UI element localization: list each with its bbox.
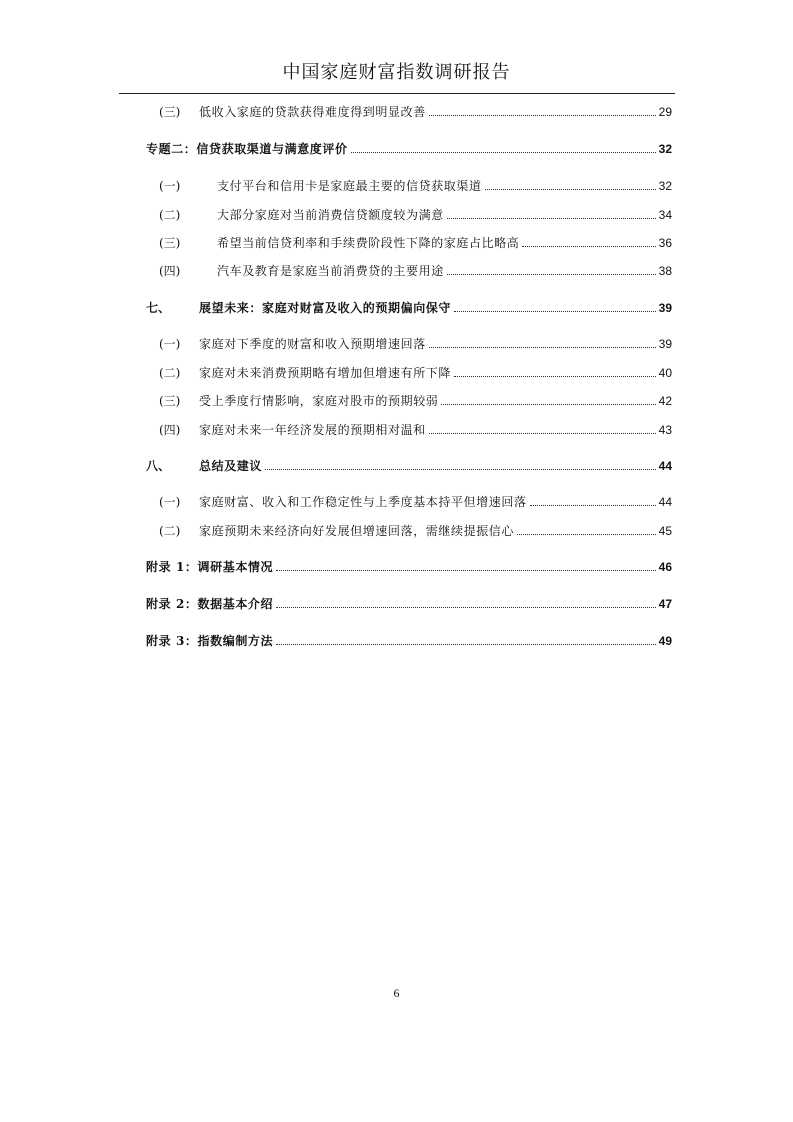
toc-entry-title: 家庭财富、收入和工作稳定性与上季度基本持平但增速回落 [199,495,527,509]
toc-entry-page: 34 [658,208,672,222]
toc-entry-page: 29 [658,105,672,119]
toc-entry-number: (一) [159,495,181,509]
toc-entry-title: 家庭对下季度的财富和收入预期增速回落 [199,337,426,351]
toc-entry-title: 家庭对未来消费预期略有增加但增速有所下降 [199,366,452,380]
toc-entry-page: 36 [658,236,672,250]
dot-leader [530,505,656,506]
dot-leader [429,347,656,348]
toc-entry[interactable] [159,232,672,250]
toc-entry[interactable] [146,455,672,473]
toc-entry-title: 家庭预期未来经济向好发展但增速回落，需继续提振信心 [199,524,515,538]
toc-entry-title: 大部分家庭对当前消费信贷额度较为满意 [217,208,444,222]
toc-entry-page: 49 [658,634,672,648]
toc-entry-title: 专题二：信贷获取渠道与满意度评价 [146,142,348,156]
toc-entry[interactable] [159,419,672,437]
dot-leader [429,115,656,116]
dot-leader [351,152,656,153]
toc-entry-number: (四) [159,423,181,437]
toc-entry[interactable] [146,138,672,156]
toc-entry[interactable] [159,520,672,538]
dot-leader [276,644,656,645]
running-header-title: 中国家庭财富指数调研报告 [282,62,511,83]
toc-entry-page: 44 [658,495,672,509]
toc-entry-number: (二) [159,208,181,222]
dot-leader [454,311,656,312]
toc-entry-title: 希望当前信贷利率和手续费阶段性下降的家庭占比略高 [217,236,520,250]
page-number: 6 [393,986,400,1000]
dot-leader [276,607,656,608]
toc-entry-title: 展望未来：家庭对财富及收入的预期偏向保守 [199,301,452,315]
toc-entry-number: (二) [159,366,181,380]
toc-entry-title: 家庭对未来一年经济发展的预期相对温和 [199,423,426,437]
dot-leader [522,246,655,247]
toc-entry-page: 38 [658,264,672,278]
dot-leader [429,433,656,434]
toc-entry[interactable] [146,297,672,315]
toc-entry-title: 支付平台和信用卡是家庭最主要的信贷获取渠道 [217,179,482,193]
dot-leader [447,274,656,275]
dot-leader [276,570,656,571]
toc-entry[interactable] [159,390,672,408]
toc-entry[interactable] [159,175,672,193]
toc-entry[interactable] [159,362,672,380]
toc-entry[interactable] [146,630,672,648]
toc-entry-title: 附录 1：调研基本情况 [146,560,274,574]
toc-entry-number: (一) [159,179,181,193]
toc-entry-title: 低收入家庭的贷款获得难度得到明显改善 [199,105,426,119]
toc-entry-title: 附录 2：数据基本介绍 [146,597,274,611]
toc-entry-number: 七、 [146,301,171,315]
toc-entry[interactable] [159,101,672,119]
toc-entry-page: 39 [658,301,672,315]
toc-entry[interactable] [146,556,672,574]
toc-entry-number: (三) [159,236,181,250]
toc-entry-title: 受上季度行情影响，家庭对股市的预期较弱 [199,394,439,408]
dot-leader [265,469,656,470]
toc-entry-number: (三) [159,105,181,119]
toc-entry-page: 46 [658,560,672,574]
dot-leader [454,376,656,377]
toc-entry-page: 32 [658,142,672,156]
toc-entry[interactable] [159,491,672,509]
toc-entry-page: 32 [658,179,672,193]
toc-entry-number: (三) [159,394,181,408]
dot-leader [447,218,656,219]
toc-entry-title: 总结及建议 [199,459,263,473]
toc-entry-number: (四) [159,264,181,278]
toc-entry[interactable] [159,333,672,351]
dot-leader [441,404,655,405]
toc-entry-page: 45 [658,524,672,538]
toc-entry-title: 附录 3：指数编制方法 [146,634,274,648]
toc-entry-title: 汽车及教育是家庭当前消费贷的主要用途 [217,264,444,278]
toc-entry[interactable] [146,593,672,611]
toc-entry-page: 42 [658,394,672,408]
toc-entry-page: 43 [658,423,672,437]
toc-entry-number: 八、 [146,459,171,473]
dot-leader [485,189,656,190]
toc-entry-page: 39 [658,337,672,351]
dot-leader [517,534,656,535]
toc-entry-number: (二) [159,524,181,538]
toc-entry-page: 44 [658,459,672,473]
toc-entry[interactable] [159,260,672,278]
toc-entry-number: (一) [159,337,181,351]
toc-entry-page: 40 [658,366,672,380]
toc-entry[interactable] [159,204,672,222]
toc-entry-page: 47 [658,597,672,611]
